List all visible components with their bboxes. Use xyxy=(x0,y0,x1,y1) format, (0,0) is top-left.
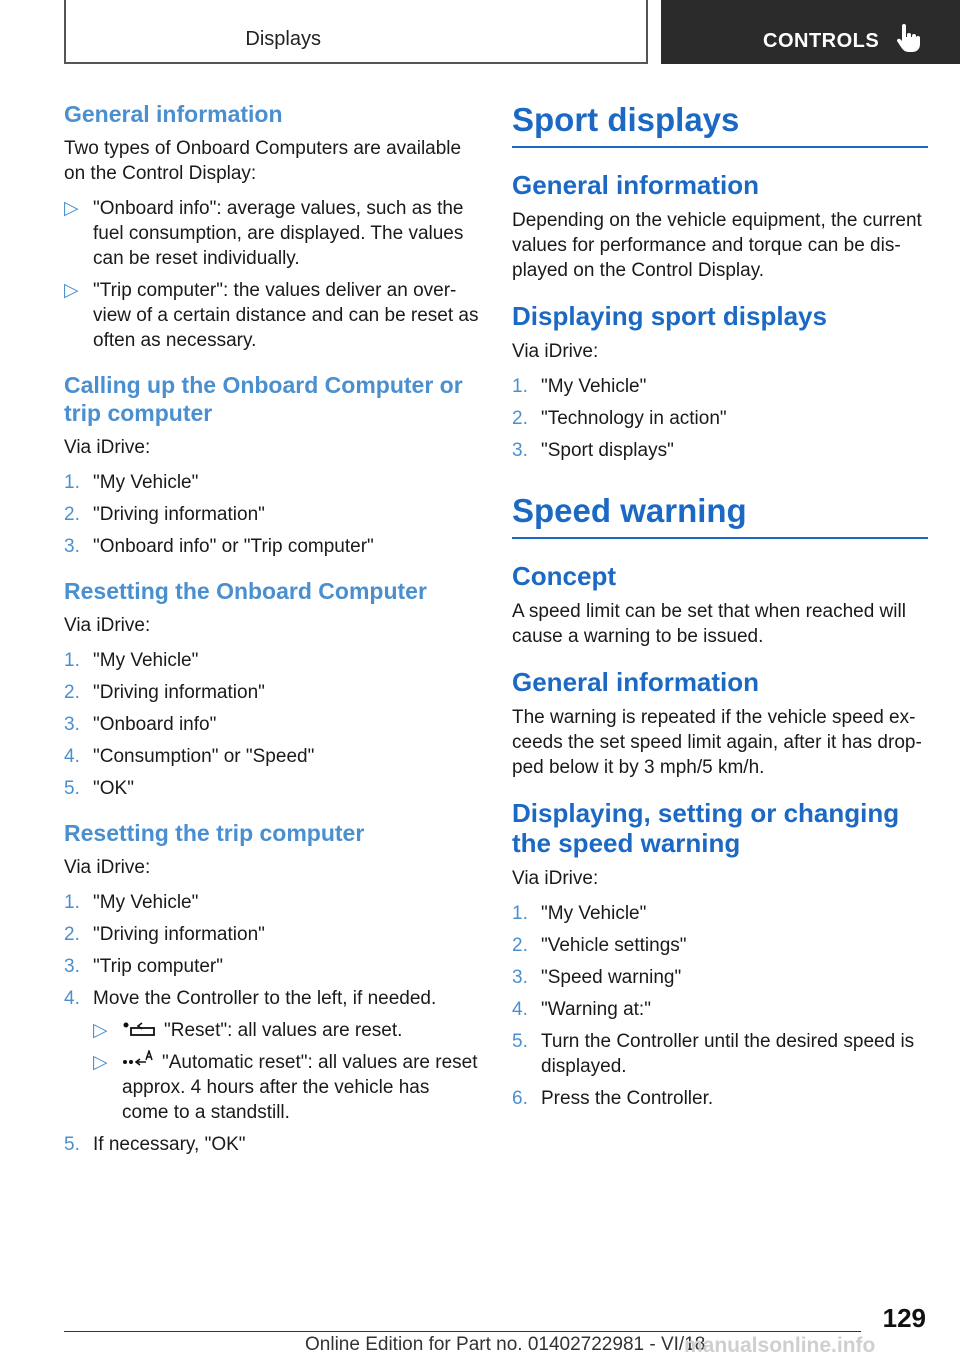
bullet-marker: ▷ xyxy=(93,1020,108,1041)
list-item xyxy=(64,712,479,737)
list-item-text: Move the Controller to the left, if needed. xyxy=(93,988,437,1009)
list-item xyxy=(512,933,928,958)
bullet-marker: ▷ xyxy=(93,1052,108,1073)
list-item-text: "Technology in action" xyxy=(541,408,727,429)
step-number: 2. xyxy=(64,682,80,703)
step-number: 1. xyxy=(64,892,80,913)
list-item xyxy=(64,890,479,915)
list-item-text: "Onboard info" xyxy=(93,714,217,735)
list-item xyxy=(64,954,479,979)
step-number: 5. xyxy=(512,1031,528,1052)
via-idrive: Via iDrive: xyxy=(64,615,151,636)
heading-speed-warning: Speed warning xyxy=(512,492,747,529)
list-item xyxy=(512,1086,928,1111)
step-number: 5. xyxy=(64,1134,80,1155)
step-number: 2. xyxy=(64,504,80,525)
list-item-text: "OK" xyxy=(93,778,134,799)
heading-resetting-trip: Resetting the trip computer xyxy=(64,820,365,846)
step-number: 1. xyxy=(512,903,528,924)
step-number: 1. xyxy=(64,472,80,493)
paragraph-speed-info: The warning is repeated if the vehicle speed ex‐ceeds the set speed limit again, after it has drop‐ped below it by 3 mph/5 km/h. xyxy=(512,707,922,778)
list-item-text: Press the Controller. xyxy=(541,1088,714,1109)
step-list xyxy=(64,470,479,559)
list-item-text: "Trip computer": the values deliver an over‐view of a certain distance and can be reset as often as necessary. xyxy=(93,280,479,351)
list-item xyxy=(512,406,928,431)
footer-rule xyxy=(64,1331,861,1332)
heading-general-information-speed: General information xyxy=(512,667,760,697)
list-item-text: "Speed warning" xyxy=(541,967,682,988)
list-item-text: "Driving information" xyxy=(93,504,265,525)
step-number: 4. xyxy=(64,746,80,767)
list-item xyxy=(64,680,479,705)
list-item xyxy=(512,997,928,1022)
heading-rule xyxy=(512,537,928,539)
list-item-text: "Driving information" xyxy=(93,924,265,945)
list-item xyxy=(512,901,928,926)
step-number: 4. xyxy=(64,988,80,1009)
list-item xyxy=(64,502,479,527)
via-idrive: Via iDrive: xyxy=(512,341,599,362)
step-number: 3. xyxy=(512,967,528,988)
list-item xyxy=(64,986,479,1125)
list-item-text: "Trip computer" xyxy=(93,956,223,977)
list-item xyxy=(64,196,479,271)
paragraph-concept: A speed limit can be set that when reached will cause a warning to be issued. xyxy=(512,601,906,647)
step-list xyxy=(64,648,479,801)
list-item xyxy=(512,1029,928,1079)
step-number: 3. xyxy=(64,956,80,977)
list-item-text: "My Vehicle" xyxy=(93,472,199,493)
list-item xyxy=(512,374,928,399)
bullet-marker: ▷ xyxy=(64,198,79,219)
step-number: 1. xyxy=(512,376,528,397)
step-number: 5. xyxy=(64,778,80,799)
step-number: 6. xyxy=(512,1088,528,1109)
heading-sport-displays: Sport displays xyxy=(512,101,740,138)
list-item-text: "Automatic reset": all values are reset approx. 4 hours after the vehicle has come to a standstill. xyxy=(122,1052,478,1123)
heading-displaying-sport: Displaying sport displays xyxy=(512,301,827,331)
footer-edition: Online Edition for Part no. 01402722981 - VI/18 xyxy=(305,1334,706,1355)
step-number: 4. xyxy=(512,999,528,1020)
left-column xyxy=(64,100,479,1171)
step-list xyxy=(512,374,928,463)
list-item xyxy=(64,534,479,559)
list-item xyxy=(64,1132,479,1157)
list-item xyxy=(512,965,928,990)
via-idrive: Via iDrive: xyxy=(64,857,151,878)
page-number: 129 xyxy=(882,1303,926,1333)
list-item-text: "Reset": all values are reset. xyxy=(164,1020,403,1041)
header-chapter-tab xyxy=(661,0,960,64)
reset-icon xyxy=(122,1020,156,1038)
list-item-text: "My Vehicle" xyxy=(93,650,199,671)
step-number: 1. xyxy=(64,650,80,671)
via-idrive: Via iDrive: xyxy=(512,868,599,889)
pointing-hand-icon xyxy=(895,24,921,54)
heading-resetting-onboard: Resetting the Onboard Computer xyxy=(64,578,427,604)
paragraph-sport-info: Depending on the vehicle equipment, the current values for performance and torque can be dis‐played on the Control Display. xyxy=(512,210,922,281)
step-number: 2. xyxy=(512,935,528,956)
paragraph-intro: Two types of Onboard Computers are available on the Control Display: xyxy=(64,138,462,184)
list-item-text: "Consumption" or "Speed" xyxy=(93,746,315,767)
step-number: 3. xyxy=(64,536,80,557)
heading-calling-up: Calling up the Onboard Computer or trip computer xyxy=(64,372,463,426)
step-number: 2. xyxy=(512,408,528,429)
heading-general-information: General information xyxy=(512,170,760,200)
right-column xyxy=(512,100,928,1125)
step-number: 3. xyxy=(64,714,80,735)
watermark: manualsonline.info xyxy=(684,1334,876,1357)
list-item-text: "Driving information" xyxy=(93,682,265,703)
heading-rule xyxy=(512,146,928,148)
list-item xyxy=(64,470,479,495)
step-number: 2. xyxy=(64,924,80,945)
bullet-marker: ▷ xyxy=(64,280,79,301)
via-idrive: Via iDrive: xyxy=(64,437,151,458)
list-item-text: "My Vehicle" xyxy=(541,376,647,397)
list-item-text: "Vehicle settings" xyxy=(541,935,687,956)
list-item xyxy=(64,744,479,769)
list-item-text: If necessary, "OK" xyxy=(93,1134,246,1155)
list-item-text: "My Vehicle" xyxy=(541,903,647,924)
list-item xyxy=(64,776,479,801)
step-list xyxy=(64,890,479,1157)
heading-concept: Concept xyxy=(512,561,616,591)
list-item-text: Turn the Controller until the desired speed is displayed. xyxy=(541,1031,915,1077)
list-item-text: "Onboard info" or "Trip computer" xyxy=(93,536,374,557)
list-item xyxy=(64,922,479,947)
step-number: 3. xyxy=(512,440,528,461)
list-item xyxy=(512,438,928,463)
header-chapter-title: CONTROLS xyxy=(763,30,880,52)
header-section-title: Displays xyxy=(245,28,321,50)
heading-general-information: General information xyxy=(64,101,283,127)
list-item xyxy=(93,1050,479,1125)
list-item-text: "Onboard info": average values, such as the fuel consumption, are displayed. The values can be reset individually. xyxy=(93,198,464,269)
list-item xyxy=(93,1018,479,1043)
heading-displaying-speed-warning: Displaying, setting or changing the speed warning xyxy=(512,798,900,858)
step-list xyxy=(512,901,928,1111)
list-item-text: "My Vehicle" xyxy=(93,892,199,913)
bullet-list xyxy=(64,196,479,353)
automatic-reset-icon xyxy=(122,1050,154,1070)
list-item-text: "Warning at:" xyxy=(541,999,651,1020)
list-item xyxy=(64,278,479,353)
list-item-text: "Sport displays" xyxy=(541,440,674,461)
list-item xyxy=(64,648,479,673)
sub-bullet-list xyxy=(93,1018,479,1125)
header-box xyxy=(64,0,648,64)
